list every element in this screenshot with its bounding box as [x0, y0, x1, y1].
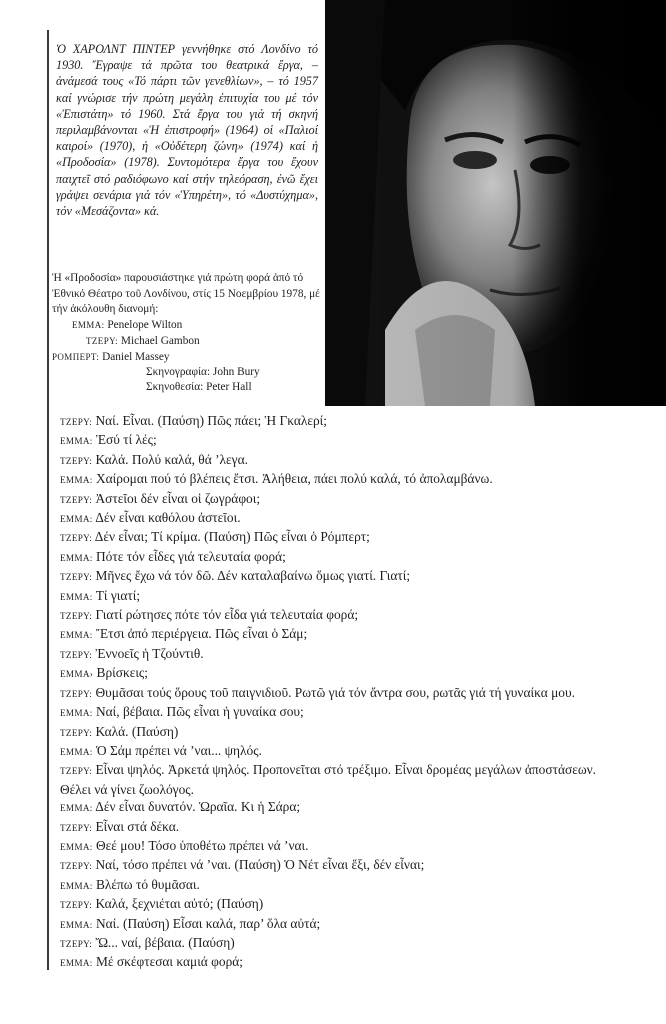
dialogue-line — [60, 684, 608, 703]
dialogue-text: Ἐννοεῖς ἡ Τζούντιθ. — [95, 645, 204, 661]
dialogue-text: Ναί. (Παύση) Εἶσαι καλά, παρ’ ὅλα αὐτά; — [96, 915, 321, 931]
dialogue-text: Καλά. Πολύ καλά, θά ’λεγα. — [95, 451, 248, 467]
dialogue-text: Γιατί ρώτησες πότε τόν εἶδα γιά τελευταία φορά; — [95, 607, 359, 623]
speaker-name: ΕΜΜΑ: — [60, 514, 93, 525]
dialogue-line — [60, 606, 608, 625]
dialogue-text: Μέ σκέφτεσαι καμιά φορά; — [96, 954, 244, 970]
cast-entry — [52, 318, 322, 334]
cast-actor: Michael Gambon — [120, 334, 200, 347]
dialogue-line — [60, 587, 608, 606]
dialogue-text: Δέν εἶναι; Τί κρίμα. (Παύση) Πῶς εἶναι ὁ Ρόμπερτ; — [94, 529, 370, 545]
dialogue-line — [60, 470, 608, 489]
cast-list — [52, 318, 322, 365]
dialogue-line — [60, 567, 608, 586]
dialogue-line — [60, 509, 608, 528]
dialogue-text: Ἔτσι ἀπό περιέργεια. Πῶς εἶναι ὁ Σάμ; — [96, 626, 308, 642]
cast-entry — [52, 334, 322, 350]
speaker-name: ΕΜΜΑ: — [60, 803, 93, 814]
dialogue-text: Ναί, τόσο πρέπει νά ’ναι. (Παύση) Ὁ Νέτ εἶναι ἕξι, δέν εἶναι; — [95, 857, 425, 873]
dialogue-line — [60, 490, 608, 509]
credit-line: Σκηνοθεσία: Peter Hall — [146, 380, 252, 393]
dialogue-line — [60, 895, 608, 914]
dialogue-line — [60, 703, 608, 722]
dialogue-line — [60, 451, 608, 470]
dialogue-line — [60, 548, 608, 567]
speaker-name: ΤΖΕΡΥ: — [60, 494, 93, 505]
speaker-name: ΤΖΕΡΥ: — [60, 688, 93, 699]
dialogue-text: Βλέπω τό θυμᾶσαι. — [96, 876, 200, 892]
dialogue-text: Ναί, βέβαια. Πῶς εἶναι ἡ γυναίκα σου; — [96, 704, 304, 720]
cast-actor: Penelope Wilton — [107, 319, 183, 332]
dialogue-text: Τί γιατί; — [95, 587, 141, 603]
margin-rule — [47, 30, 49, 970]
portrait-photo — [325, 0, 666, 406]
speaker-name: ΤΖΕΡΥ: — [60, 900, 93, 911]
cast-actor: Daniel Massey — [102, 350, 170, 363]
speaker-name: ΤΖΕΡΥ: — [60, 938, 93, 949]
dialogue-text: Ὤ... ναί, βέβαια. (Παύση) — [95, 934, 235, 950]
dialogue-text: Καλά, ξεχνιέται αὐτό; (Παύση) — [95, 896, 264, 912]
speaker-name: ΤΖΕΡΥ: — [60, 611, 93, 622]
dialogue-line — [60, 837, 608, 856]
speaker-name: ΕΜΜΑ: — [60, 958, 93, 969]
premiere-section — [52, 271, 322, 394]
dialogue-line — [60, 856, 608, 875]
credit-line: Σκηνογραφία: John Bury — [146, 366, 260, 379]
speaker-name: ΕΜΜΑ: — [60, 552, 93, 563]
speaker-name: ΕΜΜΑ: — [60, 919, 93, 930]
cast-role: EMMA: — [72, 320, 105, 331]
dialogue-line — [60, 528, 608, 547]
speaker-name: ΕΜΜΑ: — [60, 475, 93, 486]
speaker-name: ΤΖΕΡΥ: — [60, 533, 93, 544]
dialogue-line — [60, 723, 608, 742]
cast-role: ΤΖΕΡΥ: — [86, 335, 119, 346]
dialogue — [60, 412, 608, 973]
dialogue-line — [60, 818, 608, 837]
author-portrait — [325, 0, 666, 406]
dialogue-text: Εἶναι στά δέκα. — [95, 818, 180, 834]
dialogue-text: Ναί. Εἶναι. (Παύση) Πῶς πάει; Ἡ Γκαλερί; — [95, 413, 327, 428]
dialogue-text: Ὁ Σάμ πρέπει νά ’ναι... ψηλός. — [96, 742, 262, 758]
production-credits — [52, 365, 322, 394]
speaker-name: ΤΖΕΡΥ: — [60, 727, 93, 738]
dialogue-text: Θεέ μου! Τόσο ὑποθέτω πρέπει νά ’ναι. — [96, 837, 309, 853]
speaker-name: ΕΜΜΑ› — [60, 669, 94, 680]
speaker-name: ΤΖΕΡΥ: — [60, 822, 93, 833]
dialogue-line — [60, 934, 608, 953]
dialogue-text: Μῆνες ἔχω νά τόν δῶ. Δέν καταλαβαίνω ὅμως γιατί. Γιατί; — [95, 568, 411, 584]
dialogue-line — [60, 431, 608, 450]
speaker-name: ΤΖΕΡΥ: — [60, 649, 93, 660]
dialogue-text: Πότε τόν εἶδες γιά τελευταία φορά; — [96, 548, 286, 564]
dialogue-line — [60, 412, 608, 431]
dialogue-text: Καλά. (Παύση) — [95, 723, 179, 739]
dialogue-line — [60, 645, 608, 664]
speaker-name: ΤΖΕΡΥ: — [60, 766, 93, 777]
speaker-name: ΤΖΕΡΥ: — [60, 861, 93, 872]
speaker-name: ΤΖΕΡΥ: — [60, 455, 93, 466]
dialogue-line — [60, 742, 608, 761]
dialogue-line — [60, 625, 608, 644]
dialogue-text: Θυμᾶσαι τούς ὅρους τοῦ παιγνιδιοῦ. Ρωτῶ γιά τόν ἄντρα σου, ρωτᾶς γιά τή γυναίκα μου. — [95, 684, 575, 700]
speaker-name: ΕΜΜΑ: — [60, 746, 93, 757]
dialogue-text: Βρίσκεις; — [96, 665, 148, 681]
speaker-name: ΕΜΜΑ: — [60, 436, 93, 447]
premiere-intro: Ἡ «Προδοσία» παρουσιάστηκε γιά πρώτη φορά ἀπό τό Ἐθνικό Θέατρο τοῦ Λονδίνου, στίς 15 Νοεμβρίου 1978, μέ τήν ἀκόλουθη διανομή: — [52, 272, 320, 316]
dialogue-text: Δέν εἶναι καθόλου ἀστεῖοι. — [95, 510, 241, 526]
speaker-name: ΤΖΕΡΥ: — [60, 572, 93, 583]
cast-entry — [52, 350, 322, 366]
dialogue-text: Ἀστεῖοι δέν εἶναι οἱ ζωγράφοι; — [95, 490, 261, 506]
speaker-name: ΤΖΕΡΥ: — [60, 417, 93, 427]
speaker-name: ΕΜΜΑ: — [60, 708, 93, 719]
dialogue-line — [60, 876, 608, 895]
speaker-name: ΕΜΜΑ: — [60, 591, 93, 602]
dialogue-line — [60, 953, 608, 972]
dialogue-text: Εἶναι ψηλός. Ἀρκετά ψηλός. Προπονεῖται στό τρέξιμο. Εἶναι δρομέας μεγάλων ἀποστάσεων. Θέλει νά γίνει ζωολόγος. — [60, 762, 597, 797]
dialogue-text: Δέν εἶναι δυνατόν. Ὡραῖα. Κι ἡ Σάρα; — [95, 799, 301, 815]
speaker-name: ΕΜΜΑ: — [60, 630, 93, 641]
dialogue-line — [60, 761, 608, 798]
dialogue-text: Ἐσύ τί λές; — [96, 432, 157, 448]
dialogue-line — [60, 798, 608, 817]
speaker-name: ΕΜΜΑ: — [60, 880, 93, 891]
speaker-name: ΕΜΜΑ: — [60, 841, 93, 852]
dialogue-line — [60, 664, 608, 683]
author-bio: Ὁ ΧΑΡΟΛΝΤ ΠΙΝΤΕΡ γεννήθηκε στό Λονδίνο τό 1930. Ἔγραψε τά πρῶτα του θεατρικά ἔργα, – ἀνάμεσά τους «Τό πάρτι τῶν γενεθλίων», – τό 1957 καί γνώρισε τήν πρώτη μεγάλη ἐπιτυχία του μέ τόν «Ἐπιστάτη» τό 1960. Στά ἔργα του γιά τή σκηνή περιλαμβάνονται «Ἡ ἐπιστροφή» (1964) οἱ «Παλιοί καιροί» (1970), ἡ «Οὐδέτερη ζώνη» (1974) καί ἡ «Προδοσία» (1978). Συντομότερα ἔργα του ἔχουν παιχτεῖ στό ραδιόφωνο καί στήν τηλεόραση, ἐνῶ ἔχει γράψει σενάρια γιά τόν «Ὑπηρέτη», τό «Δυστύχημα», τόν «Μεσάζοντα» κά. — [56, 42, 318, 219]
dialogue-text: Χαίρομαι πού τό βλέπεις ἔτσι. Ἀλήθεια, πάει πολύ καλά, τό ἀπολαμβάνω. — [96, 471, 493, 487]
cast-role: ΡΟΜΠΕΡΤ: — [52, 351, 100, 362]
dialogue-line — [60, 915, 608, 934]
